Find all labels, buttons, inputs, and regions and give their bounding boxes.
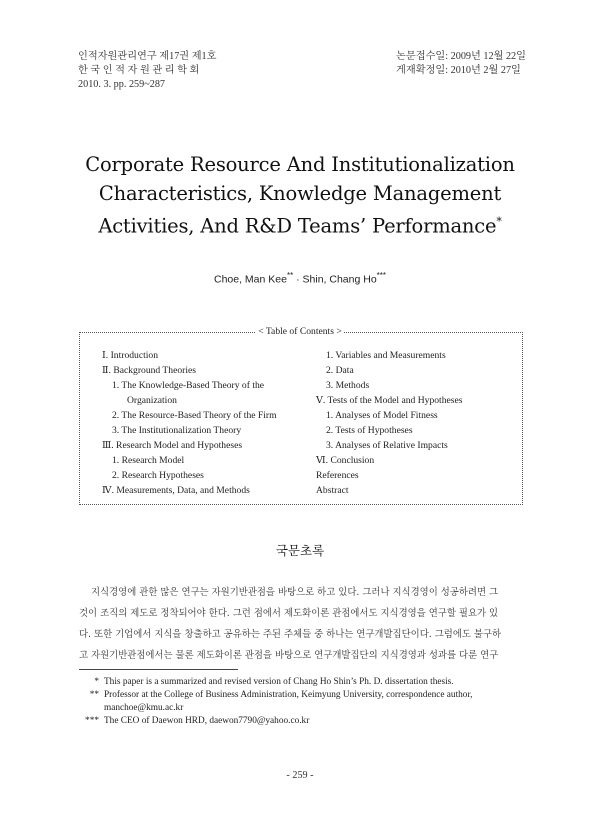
journal-volume: 인적자원관리연구 제17권 제1호 (78, 51, 217, 62)
toc-item: Organization (127, 395, 177, 407)
toc-right-column (316, 348, 463, 498)
footnote-mark: *** (85, 716, 99, 726)
toc-item: 1. Research Model (112, 455, 185, 467)
footnote-mark: * (94, 677, 99, 687)
toc-item: Abstract (316, 485, 349, 497)
footnote-text: The CEO of Daewon HRD, daewon7790@yahoo.co.kr (104, 716, 310, 726)
title-footnote-mark: * (496, 215, 502, 228)
paper-title (40, 151, 560, 241)
author-1-mark: ** (286, 271, 294, 280)
toc-item: 2. Research Hypotheses (112, 470, 204, 482)
footnote-divider (79, 669, 238, 670)
page-number: - 259 - (286, 770, 314, 781)
submission-dates (396, 50, 526, 78)
footnote-text: This paper is a summarized and revised version of Chang Ho Shin’s Ph. D. dissertation thesis. (104, 677, 454, 687)
toc-item: 3. The Institutionalization Theory (112, 425, 242, 437)
toc-item: 2. Data (326, 365, 354, 377)
toc-item: Ⅵ. Conclusion (316, 455, 375, 467)
toc-item: Ⅳ. Measurements, Data, and Methods (102, 485, 250, 497)
toc-item: Ⅰ. Introduction (102, 350, 159, 361)
footnotes (79, 676, 473, 728)
toc-item: Ⅱ. Background Theories (102, 365, 196, 377)
korean-abstract-body (79, 582, 525, 666)
footnote (79, 689, 473, 702)
title-line: Corporate Resource And Institutionalization (85, 153, 515, 176)
journal-pages: 2010. 3. pp. 259~287 (78, 79, 166, 90)
toc-item: 3. Analyses of Relative Impacts (326, 440, 448, 452)
toc-item: Ⅲ. Research Model and Hypotheses (102, 440, 243, 452)
author-separator: · (293, 273, 303, 286)
author-1: Choe, Man Kee (213, 273, 287, 286)
korean-abstract-heading: 국문초록 (275, 543, 325, 558)
toc-heading: < Table of Contents > (258, 326, 342, 337)
toc-left-column (102, 348, 277, 498)
footnote (79, 715, 473, 728)
abstract-line: 다. 또한 기업에서 지식을 창출하고 공유하는 주된 주체들 중 하나는 연구개발집단이다. 그럼에도 불구하 (79, 629, 502, 641)
title-line: Characteristics, Knowledge Management (98, 181, 502, 205)
received-date: 논문접수일: 2009년 12월 22일 (396, 51, 526, 62)
footnote-mark: ** (89, 690, 99, 700)
author-line (0, 271, 600, 286)
toc-item: Ⅴ. Tests of the Model and Hypotheses (316, 395, 463, 407)
journal-info (78, 50, 216, 92)
toc-item: 2. The Resource-Based Theory of the Firm (112, 410, 277, 422)
title-line: Activities, And R&D Teams’ Performance* (98, 214, 502, 238)
author-2: Shin, Chang Ho (302, 273, 377, 286)
footnote-text: Professor at the College of Business Administration, Keimyung University, correspondence author, (104, 690, 473, 700)
abstract-line: 지식경영에 관한 많은 연구는 자원기반관점을 바탕으로 하고 있다. 그러나 지식경영이 성공하려면 그 (91, 587, 499, 598)
toc-item: 3. Methods (326, 380, 370, 392)
toc-item: 2. Tests of Hypotheses (326, 425, 413, 437)
journal-society: 한 국 인 적 자 원 관 리 학 회 (78, 65, 200, 76)
toc-item: 1. The Knowledge-Based Theory of the (112, 380, 265, 392)
footnote-email: manchoe@kmu.ac.kr (104, 703, 184, 713)
abstract-line: 고 자원기반관점에서는 물론 제도화이론 관점을 바탕으로 연구개발집단의 지식경영과 성과를 다룬 연구 (79, 650, 499, 662)
abstract-line: 것이 조직의 제도로 정착되어야 한다. 그런 점에서 제도화이론 관점에서도 지식경영을 연구할 필요가 있 (79, 608, 499, 620)
accepted-date: 게재확정일: 2010년 2월 27일 (396, 65, 521, 76)
author-2-mark: *** (376, 271, 387, 280)
toc-item: 1. Variables and Measurements (326, 350, 446, 361)
toc-item: 1. Analyses of Model Fitness (326, 410, 438, 422)
footnote (79, 676, 473, 689)
toc-item: References (316, 470, 359, 482)
